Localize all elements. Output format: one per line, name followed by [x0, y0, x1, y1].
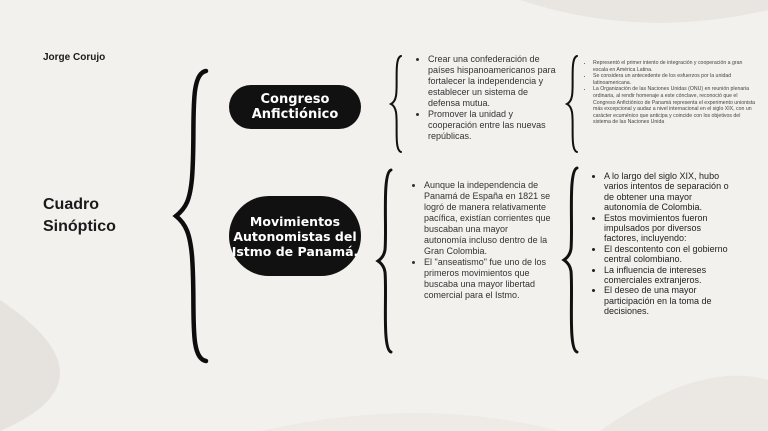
topic-title-line: Autonomistas del: [233, 228, 357, 244]
main-title-line-2: Sinóptico: [43, 218, 116, 235]
list-item: • A lo largo del siglo XIX, hubo varios intentos de separación o de obtener una mayor autonomía de Colombia.: [604, 171, 737, 213]
author-name: Jorge Corujo: [43, 52, 106, 63]
topic-2-notes: [592, 171, 737, 317]
topic-movimientos-autonomistas: [229, 196, 361, 276]
list-item: • El deseo de una mayor participación en la toma de decisiones.: [604, 285, 737, 316]
list-item: • El descontento con el gobierno central colombiano.: [604, 244, 737, 265]
list-item: • La influencia de intereses comerciales extranjeros.: [604, 265, 737, 286]
list-item: • La Organización de las Naciones Unidas (ONU) en reunión plenaria ordinaria, al rendir homenaje a este cónclave, reconoció que el Congreso Anfictiónico de Panamá representa el experimento unionista más excepcional y audaz a nivel internacional en el siglo XIX, con un carácter ecuménico que anticipa y coincide con los objetivos del sistema de las Naciones Unida: [593, 86, 758, 126]
list-item: • Crear una confederación de países hispanoamericanos para fortalecer la independencia y establecer un sistema de defensa mutua.: [428, 54, 561, 109]
list-item: • Representó el primer intento de integración y cooperación a gran escala en América Latina.: [593, 60, 758, 73]
brace-topic-2: [376, 168, 394, 354]
brace-topic-1: [390, 54, 404, 154]
list-item: • Estos movimientos fueron impulsados por diversos factores, incluyendo:: [604, 213, 737, 244]
topic-1-details: [416, 54, 561, 142]
brace-topic-1-notes: [566, 54, 580, 154]
topic-title-line: Anfictiónico: [251, 107, 339, 122]
list-item: • Promover la unidad y cooperación entre las nuevas repúblicas.: [428, 109, 561, 142]
topic-title-line: Congreso: [260, 92, 330, 107]
main-brace: [170, 68, 210, 364]
topic-title-line: Istmo de Panamá.: [231, 243, 359, 259]
topic-2-details: [412, 180, 552, 301]
brace-topic-2-notes: [562, 166, 580, 354]
main-title-line-1: Cuadro: [43, 196, 99, 213]
topic-title-line: Movimientos: [249, 213, 341, 229]
list-item: • Aunque la independencia de Panamá de España en 1821 se logró de manera relativamente pacífica, existían corrientes que buscaban una mayor autonomía incluso dentro de la Gran Colombia.: [424, 180, 552, 257]
topic-1-notes: [586, 60, 758, 126]
topic-congreso-anfictionico: [229, 85, 361, 129]
list-item: • El "anseatismo" fue uno de los primeros movimientos que buscaba una mayor libertad comercial para el Istmo.: [424, 257, 552, 301]
main-title: [43, 194, 153, 238]
list-item: • Se considera un antecedente de los esfuerzos por la unidad latinoamericana.: [593, 73, 758, 86]
